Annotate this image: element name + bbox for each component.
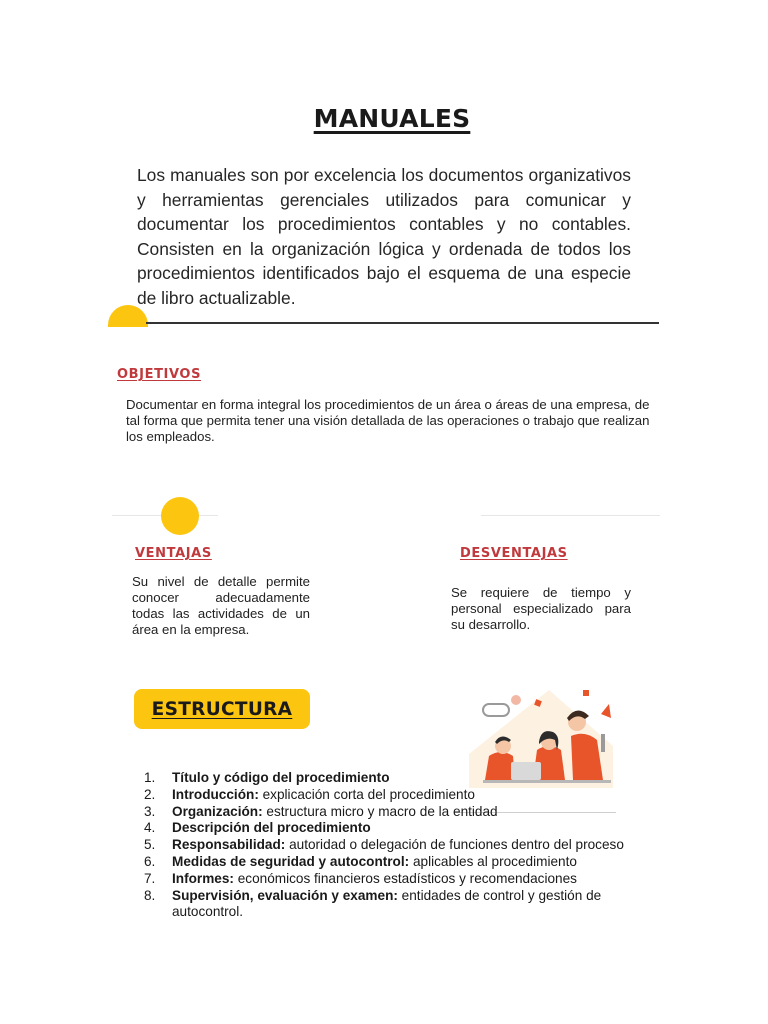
intro-paragraph: Los manuales son por excelencia los documentos organizativos y herramientas gerenciales utilizados para comunicar y documentar los procedimientos contables y no contables. Consisten en la organización lógica y ordenada de todos los procedimientos identificados bajo el esquema de una especie de libro actualizable. bbox=[137, 165, 631, 308]
list-item: 7. Informes: económicos financieros estadísticos y recomendaciones bbox=[144, 870, 577, 886]
list-item: 6. Medidas de seguridad y autocontrol: aplicables al procedimiento bbox=[144, 853, 577, 869]
list-item: 5. Responsabilidad: autoridad o delegación de funciones dentro del proceso bbox=[144, 837, 624, 853]
desventajas-heading: DESVENTAJAS bbox=[460, 546, 568, 561]
list-item: 8. Supervisión, evaluación y examen: entidades de control y gestión de autocontrol. bbox=[144, 887, 602, 920]
ventajas-text: Su nivel de detalle permite conocer adecuadamente todas las actividades de un área en la empresa. bbox=[132, 574, 310, 637]
objetivos-text: Documentar en forma integral los procedimientos de un área o áreas de una empresa, de tal forma que permita tener una visión detallada de las operaciones o trabajo que realizan los empleados. bbox=[126, 397, 650, 444]
page-title: MANUALES bbox=[313, 104, 471, 133]
section-divider bbox=[146, 322, 659, 324]
list-item: 4. Descripción del procedimiento bbox=[144, 820, 371, 836]
estructura-list bbox=[144, 770, 624, 921]
objetivos-heading: OBJETIVOS bbox=[117, 367, 202, 382]
desventajas-text: Se requiere de tiempo y personal especializado para su desarrollo. bbox=[451, 585, 631, 632]
ventajas-heading: VENTAJAS bbox=[135, 546, 212, 561]
yellow-circle-decoration bbox=[161, 497, 199, 535]
thin-divider-right bbox=[481, 515, 660, 516]
list-item: 1. Título y código del procedimiento bbox=[144, 770, 390, 785]
estructura-badge bbox=[134, 689, 310, 729]
list-item: 3. Organización: estructura micro y macro de la entidad bbox=[144, 803, 498, 819]
list-item: 2. Introducción: explicación corta del procedimiento bbox=[144, 786, 475, 802]
estructura-heading: ESTRUCTURA bbox=[151, 698, 293, 720]
